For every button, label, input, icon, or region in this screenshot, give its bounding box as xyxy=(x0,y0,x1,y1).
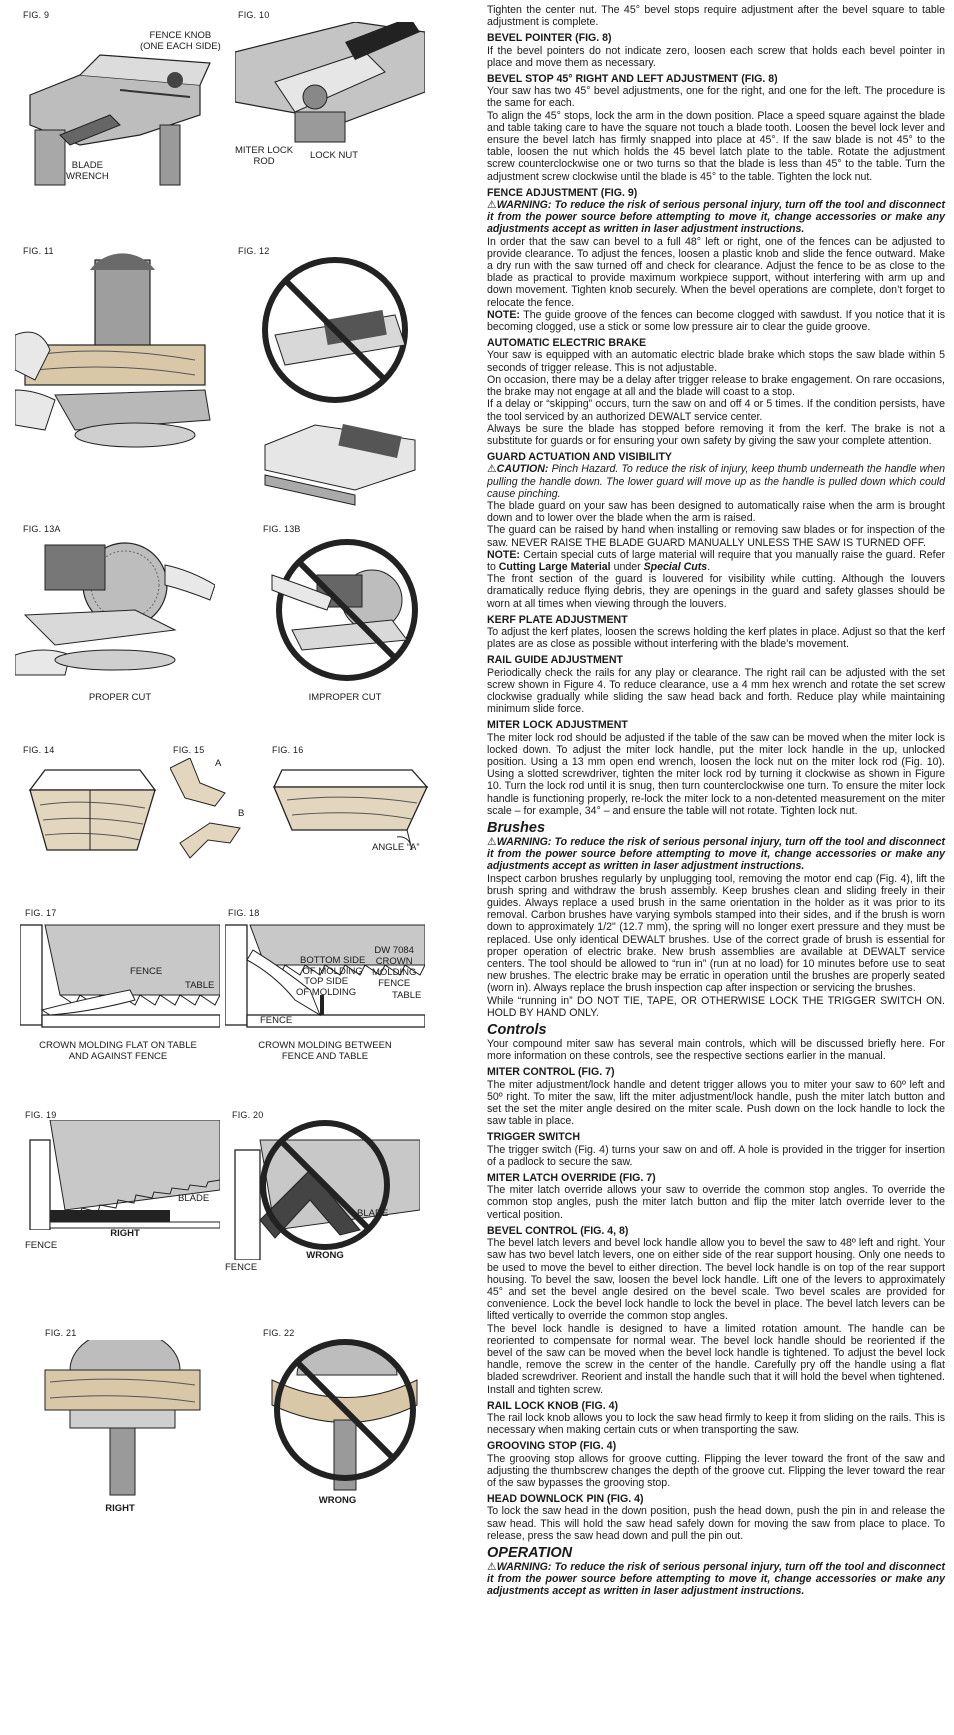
bevel-pointer-paragraph: If the bevel pointers do not indicate zero, loosen each screw that holds each bevel pointer in place and move them as necessary. xyxy=(487,44,945,69)
fig12-illustration xyxy=(255,255,425,525)
fig19-blade: BLADE xyxy=(178,1193,210,1204)
fig19-right: RIGHT xyxy=(110,1228,140,1239)
fig17-fence: FENCE xyxy=(130,966,163,977)
fig13a-label: FIG. 13A xyxy=(23,524,61,534)
fig20-fence: FENCE xyxy=(225,1262,258,1273)
fig15-label-a: A xyxy=(215,758,222,769)
fig20-blade: BLADE xyxy=(357,1208,389,1219)
fig21-illustration xyxy=(40,1340,205,1500)
fig13b-caption: IMPROPER CUT xyxy=(308,692,382,703)
heading-electric-brake: AUTOMATIC ELECTRIC BRAKE xyxy=(487,337,647,350)
fig16-angle-label: ANGLE “A” xyxy=(372,842,420,853)
instructions-text-column xyxy=(487,4,945,1598)
guard-paragraph-2: The guard can be raised by hand when installing or removing saw blades or for inspection of the saw. NEVER RAISE THE BLADE GUARD MANUALLY UNLESS THE SAW IS TURNED OFF. xyxy=(487,524,945,549)
brake-paragraph-3: If a delay or “skipping” occurs, turn the saw on and off 4 or 5 times. If the condition persists, have the tool serviced by an authorized DEWALT service center. xyxy=(487,398,945,423)
fig18-table: TABLE xyxy=(392,990,422,1001)
heading-fence-adjustment: FENCE ADJUSTMENT (FIG. 9) xyxy=(487,186,638,199)
fig9-callout-blade-wrench: BLADE WRENCH xyxy=(66,160,109,182)
fig18-top-side: TOP SIDE OF MOLDING xyxy=(296,976,357,998)
grooving-paragraph: The grooving stop allows for groove cutting. Flipping the lever toward the front of the saw and adjusting the thumbscrew changes the depth of the groove cut. Flipping the lever toward the rear of the saw bypasses the grooving stop. xyxy=(487,1452,945,1489)
heading-miter-control: MITER CONTROL (FIG. 7) xyxy=(487,1066,615,1079)
fig18-label: FIG. 18 xyxy=(228,908,260,918)
heading-guard: GUARD ACTUATION AND VISIBILITY xyxy=(487,451,672,464)
kerf-paragraph: To adjust the kerf plates, loosen the screws holding the kerf plates in place. Adjust so that the kerf plates are as close as possible without interfering with the blade’s movement. xyxy=(487,625,945,651)
fig18-caption: CROWN MOLDING BETWEEN FENCE AND TABLE xyxy=(258,1040,392,1062)
fig20-illustration xyxy=(230,1120,420,1260)
fig13a-illustration xyxy=(15,535,215,680)
brushes-paragraph-1: Inspect carbon brushes regularly by unplugging tool, removing the motor end cap (Fig. 4), lift the brush spring and withdraw the brush assembly. Keep brushes clean and sliding freely in their guides. Always replace a used brush in the same orientation in the holder as it was prior to its removal. Carbon brushes have varying symbols stamped into their sides, and if the brush is worn down to approximately 1/2" (12.7 mm), the spring will no longer exert pressure and they must be replaced. Use only identical DEWALT brushes. Use of the correct grade of brush is essential for proper operation of electric brake. New brush assemblies are available at DEWALT service centers. The tool should be allowed to “run in” (run at no load) for 10 minutes before use to seat new brushes. The electric brake may be erratic in operation until the brushes are properly seated (worn in). Always replace the brush inspection cap after inspection or servicing the brushes. xyxy=(487,872,945,995)
fig10-illustration xyxy=(235,22,425,152)
fig14-label: FIG. 14 xyxy=(23,745,55,755)
fig11-label: FIG. 11 xyxy=(23,246,54,256)
heading-rail-guide: RAIL GUIDE ADJUSTMENT xyxy=(487,654,623,667)
fig21-right: RIGHT xyxy=(105,1503,135,1514)
intro-paragraph: Tighten the center nut. The 45° bevel stops require adjustment after the bevel square to table adjustment is complete. xyxy=(487,4,945,29)
brake-paragraph-1: Your saw is equipped with an automatic electric blade brake which stops the saw blade within 5 seconds of trigger release. This is not adjustable. xyxy=(487,349,945,374)
fig10-callout-lock-nut: LOCK NUT xyxy=(310,150,359,161)
fig13a-caption: PROPER CUT xyxy=(88,692,152,703)
heading-bevel-pointer: BEVEL POINTER (FIG. 8) xyxy=(487,32,612,45)
brushes-warning: ⚠WARNING: To reduce the risk of serious personal injury, turn off the tool and disconnect it from the power source before attempting to move it, change accessories or make any adjustments accept as written in laser adjustment instructions. xyxy=(487,836,945,873)
brake-paragraph-2: On occasion, there may be a delay after trigger release to brake engagement. On rare occasions, the brake may not engage at all and the blade will coast to a stop. xyxy=(487,373,945,399)
heading-brushes: Brushes xyxy=(487,820,546,836)
fig17-illustration xyxy=(20,920,220,1035)
fence-paragraph: In order that the saw can bevel to a full 48° left or right, one of the fences can be adjusted to provide clearance. To adjust the fences, loosen a plastic knob and slide the fence outward. Make a dry run with the saw turned off and check for clearance. Adjust the fence to be as close to the blade as practical to provide maximum workpiece support, without interfering with arm up and down movement. Tighten knob securely. When the bevel operations are complete, don’t forget to relocate the fence. xyxy=(487,235,945,309)
heading-bevel-control: BEVEL CONTROL (FIG. 4, 8) xyxy=(487,1224,629,1237)
trigger-paragraph: The trigger switch (Fig. 4) turns your saw on and off. A hole is provided in the trigger for insertion of a padlock to secure the saw. xyxy=(487,1143,945,1168)
fig19-label: FIG. 19 xyxy=(25,1110,57,1120)
miter-latch-paragraph: The miter latch override allows your saw to override the common stop angles. To override the common stop angles, push the miter latch button and flip the miter latch override lever to the vertical position. xyxy=(487,1184,945,1221)
brushes-paragraph-2: While “running in” DO NOT TIE, TAPE, OR OTHERWISE LOCK THE TRIGGER SWITCH ON. HOLD BY HAND ONLY. xyxy=(487,994,945,1019)
heading-rail-lock: RAIL LOCK KNOB (FIG. 4) xyxy=(487,1399,619,1412)
fig18-fence: FENCE xyxy=(260,1015,293,1026)
fig13b-label: FIG. 13B xyxy=(263,524,301,534)
operation-warning: ⚠WARNING: To reduce the risk of serious personal injury, turn off the tool and disconnect it from the power source before attempting to move it, change accessories or make any adjustments accept as written in laser adjustment instructions. xyxy=(487,1560,945,1598)
fig9-label: FIG. 9 xyxy=(23,10,50,20)
fig20-label: FIG. 20 xyxy=(232,1110,264,1120)
figure-column xyxy=(0,0,475,1735)
fig18-dw7084: DW 7084 CROWN MOLDING FENCE xyxy=(372,945,417,989)
guard-note: NOTE: Certain special cuts of large material will require that you manually raise the guard. Refer to Cutting Large Material under Special Cuts. xyxy=(487,548,945,573)
fig22-illustration xyxy=(262,1335,427,1495)
fig10-callout-miter-lock-rod: MITER LOCK ROD xyxy=(235,145,294,167)
fig18-bottom-side: BOTTOM SIDE OF MOLDING xyxy=(300,955,366,977)
fig12-label: FIG. 12 xyxy=(238,246,270,256)
miter-control-paragraph: The miter adjustment/lock handle and detent trigger allows you to miter your saw to 60º left and 50º right. To miter the saw, lift the miter adjustment/lock handle, push the miter latch button and set the set the miter angle desired on the miter scale. Push down on the lock handle to lock the saw table in place. xyxy=(487,1078,945,1128)
fig9-callout-fence-knob: FENCE KNOB (ONE EACH SIDE) xyxy=(140,30,221,52)
fig14-illustration xyxy=(25,760,160,860)
fig17-label: FIG. 17 xyxy=(25,908,57,918)
fence-warning: ⚠WARNING: To reduce the risk of serious personal injury, turn off the tool and disconnect it from the power source before attempting to move it, change accessories or make any adjustments accept as written in laser adjustment instructions. xyxy=(487,199,945,236)
heading-miter-lock: MITER LOCK ADJUSTMENT xyxy=(487,719,628,732)
fig22-label: FIG. 22 xyxy=(263,1328,295,1338)
bevel-control-paragraph-1: The bevel latch levers and bevel lock handle allow you to bevel the saw to 48º left and right. Your saw has two bevel latch levers, one on either side of the rear support housing. Only one needs to be used to move the bevel to either direction. The bevel lock handle is on top of the rear support housing. To bevel the saw, loosen the bevel lock handle. Lift one of the levers to approximately 45° and set the bevel angle desired on the bevel scale. Two bevel scales are provided for convenience. Lock the bevel lock handle to lock the bevel in place. The bevel latch levers can be lifted vertically to override the common stop angles. xyxy=(487,1237,945,1323)
heading-controls: Controls xyxy=(487,1022,547,1039)
heading-bevel-stop: BEVEL STOP 45° RIGHT AND LEFT ADJUSTMENT (FIG. 8) xyxy=(487,73,778,86)
bevel-stop-paragraph-2: To align the 45° stops, lock the arm in the down position. Place a speed square against the blade and table taking care to have the square not touch a blade tooth. Loosen the bevel lock lever and ensure the bevel latch has firmly snapped into place at 45°. If the saw blade is not 45° to the table, loosen the nut which holds the 45 bevel latch plate to the table. Rotate the adjustment screw counterclockwise one or two turns so that the blade is less than 45° to the table. Turn the adjustment screw clockwise until the blade is 45° to the table. Tighten the lock nut. xyxy=(487,109,945,183)
fig20-wrong: WRONG xyxy=(306,1250,344,1261)
heading-grooving-stop: GROOVING STOP (FIG. 4) xyxy=(487,1440,617,1453)
heading-trigger-switch: TRIGGER SWITCH xyxy=(487,1131,580,1144)
heading-kerf-plate: KERF PLATE ADJUSTMENT xyxy=(487,613,628,626)
bevel-control-paragraph-2: The bevel lock handle is designed to have a limited rotation amount. The handle can be reoriented to compensate for normal wear. The bevel lock handle should be reoriented if the bevel of the saw can be moved when the bevel lock handle is tightened. To adjust the bevel lock handle, remove the screw in the center of the handle. Carefully pry off the handle using a flat bladed screwdriver. Reorient and install the handle such that it will hold the bevel when tightened. Install and tighten screw. xyxy=(487,1322,945,1396)
fig16-label: FIG. 16 xyxy=(272,745,304,755)
bevel-stop-paragraph-1: Your saw has two 45° bevel adjustments, one for the right, and one for the left. The procedure is the same for each. xyxy=(487,85,945,110)
brake-paragraph-4: Always be sure the blade has stopped before removing it from the kerf. The brake is not a substitute for guards or for ensuring your own safety by giving the saw your complete attention. xyxy=(487,422,945,447)
heading-head-downlock: HEAD DOWNLOCK PIN (FIG. 4) xyxy=(487,1493,644,1506)
fig21-label: FIG. 21 xyxy=(45,1328,77,1338)
fig17-table: TABLE xyxy=(185,980,215,991)
fig10-label: FIG. 10 xyxy=(238,10,270,20)
miter-lock-paragraph: The miter lock rod should be adjusted if the table of the saw can be moved when the miter lock is locked down. To adjust the miter lock handle, put the miter lock handle in the up, unlocked position. Using a 13 mm open end wrench, loosen the lock nut on the miter lock rod (Fig. 10). Using a slotted screwdriver, tighten the miter lock rod by turning it clockwise as shown in Figure 10. Turn the lock rod until it is snug, then turn counterclockwise one turn. To ensure the miter lock handle is functioning properly, re-lock the miter lock to a non-detented measurement on the miter scale – for example, 34° – and ensure the table will not rotate. Tighten lock nut. xyxy=(487,731,945,817)
guard-paragraph-1: The blade guard on your saw has been designed to automatically raise when the arm is brought down and to lower over the blade when the arm is raised. xyxy=(487,499,945,525)
fig19-illustration xyxy=(20,1120,220,1230)
fig17-caption: CROWN MOLDING FLAT ON TABLE AND AGAINST FENCE xyxy=(39,1040,197,1062)
fig11-illustration xyxy=(15,250,225,460)
rail-paragraph: Periodically check the rails for any play or clearance. The right rail can be adjusted with the set screw shown in Figure 4. To reduce clearance, use a 4 mm hex wrench and rotate the set screw clockwise gradually while sliding the saw head back and forth. Reduce play while maintaining minimum slide force. xyxy=(487,666,945,716)
fig19-fence: FENCE xyxy=(25,1240,58,1251)
guard-caution: ⚠CAUTION: Pinch Hazard. To reduce the risk of injury, keep thumb underneath the handle when pulling the handle down. The lower guard will move up as the handle is pulled down which could cause pinching. xyxy=(487,463,945,500)
rail-lock-paragraph: The rail lock knob allows you to lock the saw head firmly to keep it from sliding on the rails. This is necessary when making certain cuts or when transporting the saw. xyxy=(487,1411,945,1437)
fence-note: NOTE: The guide groove of the fences can become clogged with sawdust. If you notice that it is becoming clogged, use a stick or some low pressure air to clear the guide groove. xyxy=(487,308,945,334)
guard-paragraph-3: The front section of the guard is louvered for visibility while cutting. Although the louvers dramatically reduce flying debris, they are openings in the guard and safety glasses should be worn at all times when viewing through the louvers. xyxy=(487,573,945,610)
fig13b-illustration xyxy=(262,535,432,685)
fig22-wrong: WRONG xyxy=(318,1495,357,1506)
fig15-label-b: B xyxy=(238,808,245,819)
fig9-illustration xyxy=(20,35,220,195)
fig15-label: FIG. 15 xyxy=(173,745,205,755)
controls-paragraph: Your compound miter saw has several main controls, which will be discussed briefly here. For more information on these controls, see the respective sections earlier in the manual. xyxy=(487,1038,945,1063)
head-downlock-paragraph: To lock the saw head in the down position, push the head down, push the pin in and release the saw head. This will hold the saw head safely down for moving the saw from place to place. To release, press the saw head down and pull the pin out. xyxy=(487,1505,945,1542)
heading-operation: OPERATION xyxy=(487,1544,573,1561)
heading-miter-latch: MITER LATCH OVERRIDE (FIG. 7) xyxy=(487,1172,656,1185)
